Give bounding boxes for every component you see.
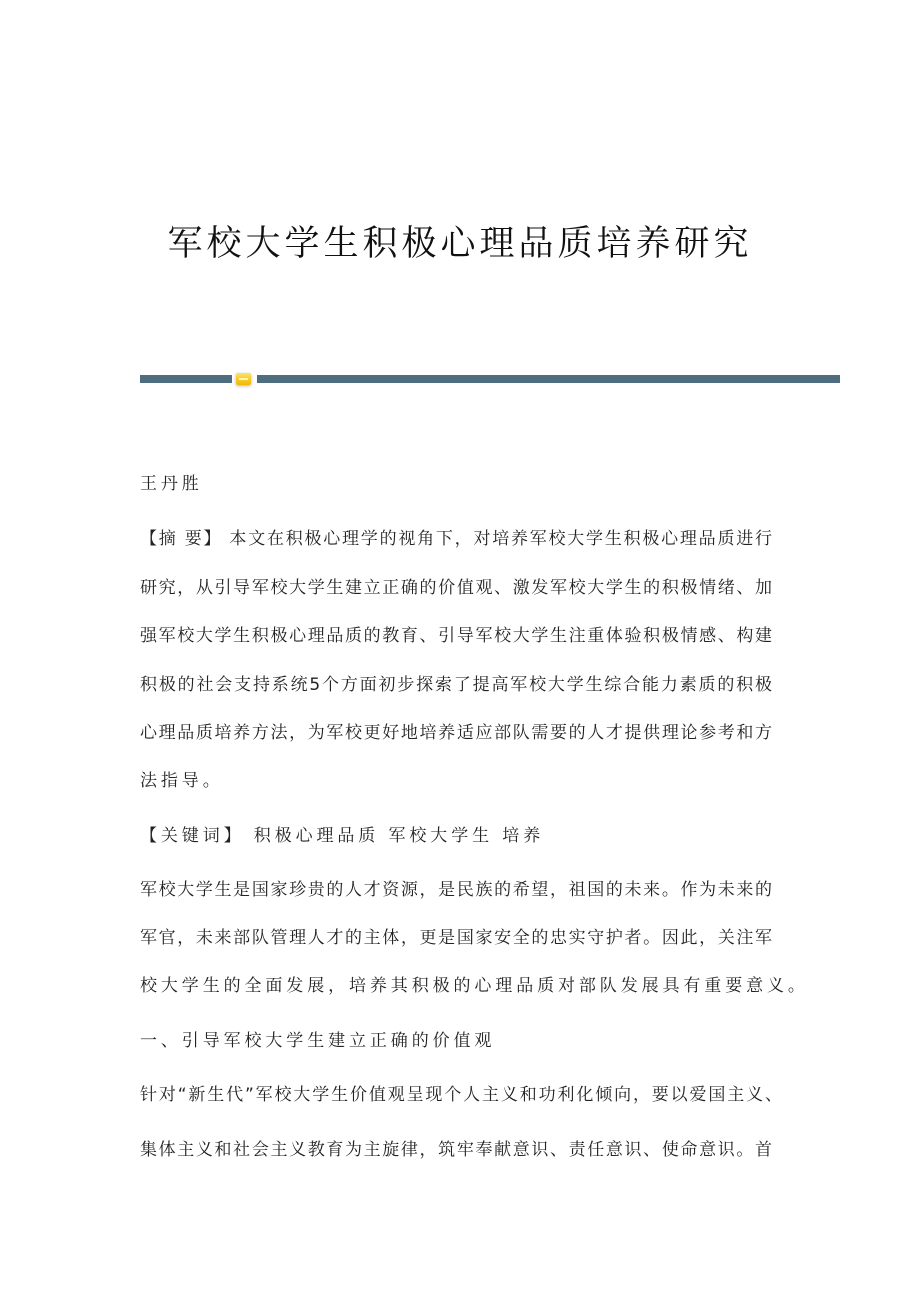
abstract-line: 研究，从引导军校大学生建立正确的价值观、激发军校大学生的积极情绪、加: [140, 578, 772, 598]
author: 王丹胜: [140, 474, 203, 494]
section-heading: 一、引导军校大学生建立正确的价值观: [140, 1031, 496, 1051]
divider-right: [257, 375, 840, 383]
abstract-line: 积极的社会支持系统5个方面初步探索了提高军校大学生综合能力素质的积极: [140, 675, 772, 695]
abstract-line: 法指导。: [140, 771, 224, 791]
abstract-line: 强军校大学生积极心理品质的教育、引导军校大学生注重体验积极情感、构建: [140, 626, 772, 646]
document-title: 军校大学生积极心理品质培养研究: [167, 224, 753, 264]
abstract-line: 心理品质培养方法，为军校更好地培养适应部队需要的人才提供理论参考和方: [140, 723, 772, 743]
divider-left: [140, 375, 232, 383]
intro-line: 军校大学生是国家珍贵的人才资源，是民族的希望，祖国的未来。作为未来的: [140, 880, 772, 900]
intro-line: 军官，未来部队管理人才的主体，更是国家安全的忠实守护者。因此，关注军: [140, 928, 772, 948]
envelope-icon: [236, 373, 251, 385]
abstract-line: 【摘 要】 本文在积极心理学的视角下，对培养军校大学生积极心理品质进行: [140, 529, 772, 549]
keywords: 【关键词】 积极心理品质 军校大学生 培养: [140, 826, 545, 846]
section-line: 集体主义和社会主义教育为主旋律，筑牢奉献意识、责任意识、使命意识。首: [140, 1140, 772, 1160]
section-line: 针对“新生代”军校大学生价值观呈现个人主义和功利化倾向，要以爱国主义、: [140, 1085, 782, 1105]
intro-line: 校大学生的全面发展，培养其积极的心理品质对部队发展具有重要意义。: [140, 976, 809, 996]
